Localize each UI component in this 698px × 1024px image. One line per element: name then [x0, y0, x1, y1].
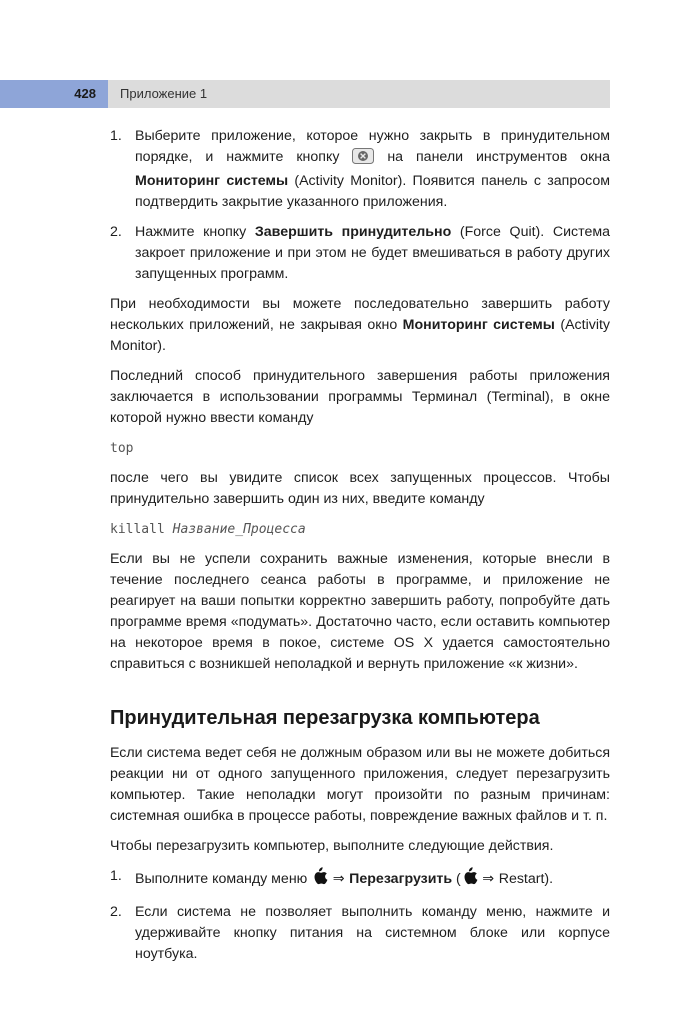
paragraph: [110, 294, 610, 357]
list-item-number: 1.: [110, 128, 122, 144]
list-item: [110, 866, 610, 893]
section-title: Принудительная перезагрузка компьютера: [110, 707, 540, 729]
code-command: killall: [110, 522, 173, 537]
list-item: [110, 902, 610, 965]
paragraph-text: (Activity Monitor).: [110, 317, 611, 354]
steps-list-1: [110, 126, 610, 285]
list-item-text: (Force Quit). Система закроет приложение и при этом не будет вмешиваться в работу других запущенных программ.: [135, 224, 610, 282]
paragraph: Если система ведет себя не должным образом или вы не можете добиться реакции ни от одного запущенного приложения, следует перезагрузить компьютер. Такие неполадки могут произойти по разным причинам: системная ошибка в процессе работы, повреждение важных файлов и т. п.: [110, 745, 610, 824]
list-item-text: Нажмите кнопку: [135, 224, 255, 240]
paragraph: после чего вы увидите список всех запущенных процессов. Чтобы принудительно завершить один из них, введите команду: [110, 470, 610, 507]
page-number: 428: [74, 86, 96, 101]
paragraph: Чтобы перезагрузить компьютер, выполните следующие действия.: [110, 838, 554, 854]
code-line: top: [110, 441, 134, 456]
list-item-text: Если система не позволяет выполнить команду меню, нажмите и удерживайте кнопку питания на системном блоке или корпусе ноутбука.: [135, 904, 610, 962]
list-item-text: Выполните команду меню: [135, 871, 312, 887]
page-body: [110, 126, 610, 974]
list-item-number: 1.: [110, 868, 122, 884]
list-item-text: на панели инструментов окна: [374, 149, 610, 165]
ui-term: Завершить принудительно: [254, 224, 452, 240]
list-item-number: 2.: [110, 904, 122, 920]
menu-arrow: ⇒: [477, 871, 499, 887]
list-item-number: 2.: [110, 224, 122, 240]
list-item-text: (Activity Monitor). Появится панель с запросом подтвердить закрытие указанного приложения.: [135, 173, 610, 210]
list-item-text: (: [452, 871, 461, 887]
ui-term: Мониторинг системы: [402, 317, 555, 333]
stop-button-icon: [352, 148, 374, 171]
paragraph: Если вы не успели сохранить важные изменения, которые внесли в течение последнего сеанса работы в программе, и приложение не реагирует на ваши попытки корректно завершить работу, попробуйте дать программе время «подумать». Достаточно часто, если оставить компьютер на некоторое время в покое, системе OS X удается самостоятельно справиться с возникшей неполадкой и вернуть приложение «к жизни».: [110, 551, 610, 672]
ui-term: Мониторинг системы: [135, 173, 289, 189]
apple-icon: [461, 866, 478, 893]
running-head: Приложение 1: [120, 86, 208, 101]
list-item: [110, 126, 610, 213]
list-item-text: Restart).: [498, 871, 554, 887]
paragraph-text: При необходимости вы можете последовательно завершить работу нескольких приложений, не закрывая окно: [110, 296, 610, 333]
code-line: [110, 519, 610, 540]
steps-list-2: [110, 866, 610, 965]
code-argument: Название_Процесса: [172, 522, 306, 537]
page-number-box: [0, 80, 108, 108]
list-item-text: Выберите приложение, которое нужно закрыть в принудительном порядке, и нажмите кнопку: [135, 128, 610, 165]
page-header: [0, 80, 610, 108]
ui-term: Перезагрузить: [349, 871, 453, 887]
menu-arrow: ⇒: [328, 871, 350, 887]
apple-icon: [311, 866, 328, 893]
paragraph: Последний способ принудительного завершения работы приложения заключается в использовании программы Терминал (Terminal), в окне которой нужно ввести команду: [110, 368, 610, 426]
list-item: [110, 222, 610, 285]
